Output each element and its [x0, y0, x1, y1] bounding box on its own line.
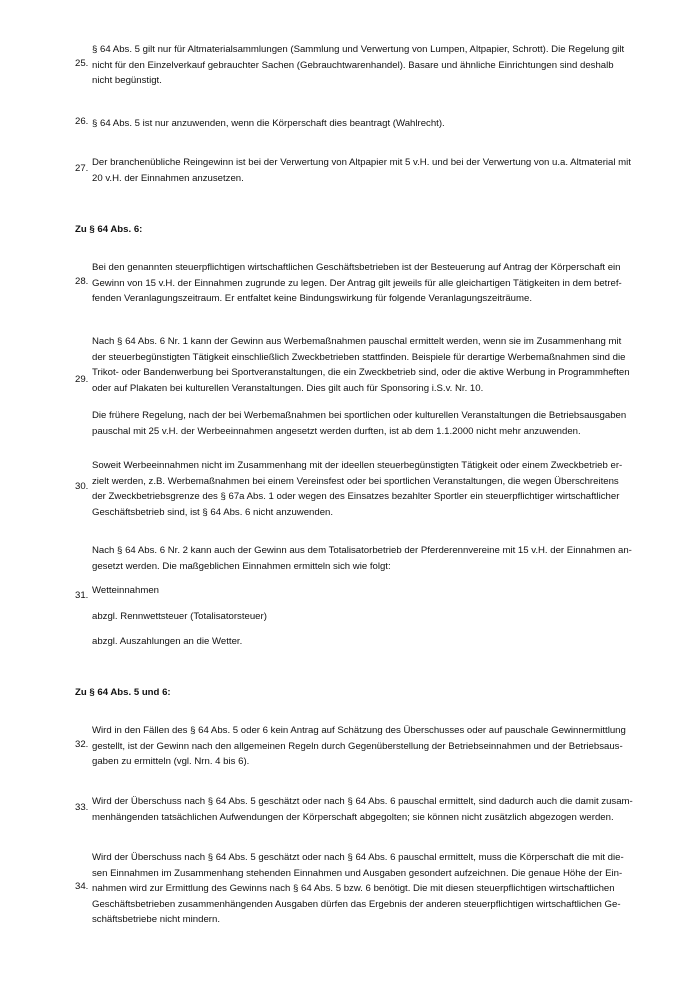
text-line: nicht für den Einzelverkauf gebrauchter Sachen (Gebrauchtwarenhandel). Basare und ähnliche Einrichtungen sind deshalb [92, 59, 614, 71]
paragraph-30 [75, 458, 623, 520]
paragraph-31 [75, 543, 632, 650]
text-line: zielt werden, z.B. Werbemaßnahmen bei einem Vereinsfest oder bei sportlichen Veranstaltungen, die wegen Überschreitens [92, 475, 619, 487]
text-line: der steuerbegünstigten Tätigkeit einschließlich Zweckbetrieben stattfinden. Beispiele für derartige Werbemaßnahmen sind die [92, 351, 626, 363]
text-line: nicht begünstigt. [92, 75, 162, 86]
text-line: sen Einnahmen im Zusammenhang stehenden Einnahmen und Ausgaben gesondert aufzeichnen. Die genaue Höhe der Ein- [92, 867, 623, 879]
text-line: der Zweckbetriebsgrenze des § 67a Abs. 1 oder wegen des Einsatzes bezahlter Sportler ein steuerpflichtiger wirtschaftlicher [92, 491, 620, 502]
text-line: schäftsbetriebe nicht mindern. [92, 914, 220, 925]
list-item: abzgl. Rennwettsteuer (Totalisatorsteuer) [92, 610, 267, 622]
paragraph-25 [75, 42, 625, 89]
text-line: nahmen wird zur Ermittlung des Gewinns nach § 64 Abs. 5 bzw. 6 benötigt. Die mit diesen steuerpflichtigen wirtschaftlichen [92, 883, 615, 894]
paragraph-number: 28. [75, 275, 89, 287]
text-line: Nach § 64 Abs. 6 Nr. 1 kann der Gewinn aus Werbemaßnahmen pauschal ermittelt werden, wenn sie im Zusammenhang mit [92, 336, 622, 347]
text-line: Geschäftsbetrieb sind, ist § 64 Abs. 6 nicht anzuwenden. [92, 506, 334, 518]
text-line: Bei den genannten steuerpflichtigen wirtschaftlichen Geschäftsbetrieben ist der Besteuerung auf Antrag der Körperschaft ein [92, 262, 621, 273]
text-line: fenden Veranlagungszeitraum. Er entfaltet keine Bindungswirkung für folgende Veranlagungszeiträume. [92, 293, 532, 304]
text-line: 20 v.H. der Einnahmen anzusetzen. [92, 172, 244, 184]
paragraph-29 [75, 334, 630, 439]
paragraph-34 [75, 850, 624, 928]
paragraph-27 [75, 155, 631, 186]
paragraph-number: 25. [75, 57, 89, 69]
paragraph-number: 34. [75, 881, 89, 892]
list-item: Wetteinnahmen [92, 585, 160, 596]
text-line: § 64 Abs. 5 gilt nur für Altmaterialsammlungen (Sammlung und Verwertung von Lumpen, Altpapier, Schrott). Die Regelung gilt [92, 44, 625, 55]
section-heading: Zu § 64 Abs. 6: [75, 224, 143, 235]
text-line: Wird der Überschuss nach § 64 Abs. 5 geschätzt oder nach § 64 Abs. 6 pauschal ermittelt, muss die Körperschaft die mit die- [92, 852, 624, 863]
text-line: Die frühere Regelung, nach der bei Werbemaßnahmen bei sportlichen oder kulturellen Veranstaltungen die Betriebsausgaben [92, 410, 627, 421]
text-line: pauschal mit 25 v.H. der Werbeeinnahmen angesetzt werden durften, ist ab dem 1.1.2000 nicht mehr anzuwenden. [92, 425, 581, 437]
paragraph-number: 30. [75, 481, 89, 492]
paragraph-number: 32. [75, 738, 89, 750]
paragraph-28 [75, 260, 620, 307]
text-line: gaben zu ermitteln (vgl. Nrn. 4 bis 6). [92, 756, 250, 767]
text-line: Geschäftsbetrieben zusammenhängenden Ausgaben dürfen das Ergebnis der anderen steuerpflichtigen wirtschaftlichen Ge- [92, 898, 621, 910]
text-line: § 64 Abs. 5 ist nur anzuwenden, wenn die Körperschaft dies beantragt (Wahlrecht). [92, 118, 445, 129]
paragraph-26 [75, 116, 620, 132]
section-heading: Zu § 64 Abs. 5 und 6: [75, 687, 171, 698]
text-line: Wird der Überschuss nach § 64 Abs. 5 geschätzt oder nach § 64 Abs. 6 pauschal ermittelt, sind dadurch auch die damit zusam- [92, 796, 633, 807]
paragraph-number: 26. [75, 116, 89, 127]
text-line: gestellt, ist der Gewinn nach den allgemeinen Regeln durch Gegenüberstellung der Betriebseinnahmen und der Betriebsaus- [92, 740, 623, 752]
paragraph-number: 27. [75, 163, 89, 174]
text-line: gesetzt werden. Die maßgeblichen Einnahmen ermitteln sich wie folgt: [92, 560, 391, 572]
text-line: Der branchenübliche Reingewinn ist bei der Verwertung von Altpapier mit 5 v.H. und bei der Verwertung von u.a. Altmaterial mit [92, 157, 631, 168]
text-line: oder auf Plakaten bei kulturellen Veranstaltungen. Dies gilt auch für Sponsoring i.S.v. Nr. 10. [92, 382, 484, 394]
paragraph-number: 31. [75, 590, 89, 601]
paragraph-number: 33. [75, 802, 89, 813]
list-item: abzgl. Auszahlungen an die Wetter. [92, 636, 243, 647]
text-line: menhängenden tatsächlichen Aufwendungen der Körperschaft abgegolten; sie können nicht zusätzlich abgezogen werden. [92, 811, 614, 823]
text-line: Gewinn von 15 v.H. der Einnahmen zugrunde zu legen. Der Antrag gilt jeweils für alle gleichartigen Tätigkeiten in dem betref- [92, 277, 622, 289]
text-line: Soweit Werbeeinnahmen nicht im Zusammenhang mit der ideellen steuerbegünstigten Tätigkeit oder einem Zweckbetrieb er- [92, 460, 623, 471]
paragraph-32 [75, 723, 626, 770]
sub-paragraph [92, 408, 627, 439]
paragraph-number: 29. [75, 374, 89, 385]
paragraph-33 [75, 794, 633, 825]
text-line: Wird in den Fällen des § 64 Abs. 5 oder 6 kein Antrag auf Schätzung des Überschusses oder auf pauschale Gewinnermittlung [92, 725, 626, 736]
text-line: Nach § 64 Abs. 6 Nr. 2 kann auch der Gewinn aus dem Totalisatorbetrieb der Pferderennvereine mit 15 v.H. der Einnahmen an- [92, 545, 632, 556]
text-line: Trikot- oder Bandenwerbung bei Sportveranstaltungen, die ein Zweckbetrieb sind, oder die aktive Werbung in Programmheften [92, 367, 630, 378]
